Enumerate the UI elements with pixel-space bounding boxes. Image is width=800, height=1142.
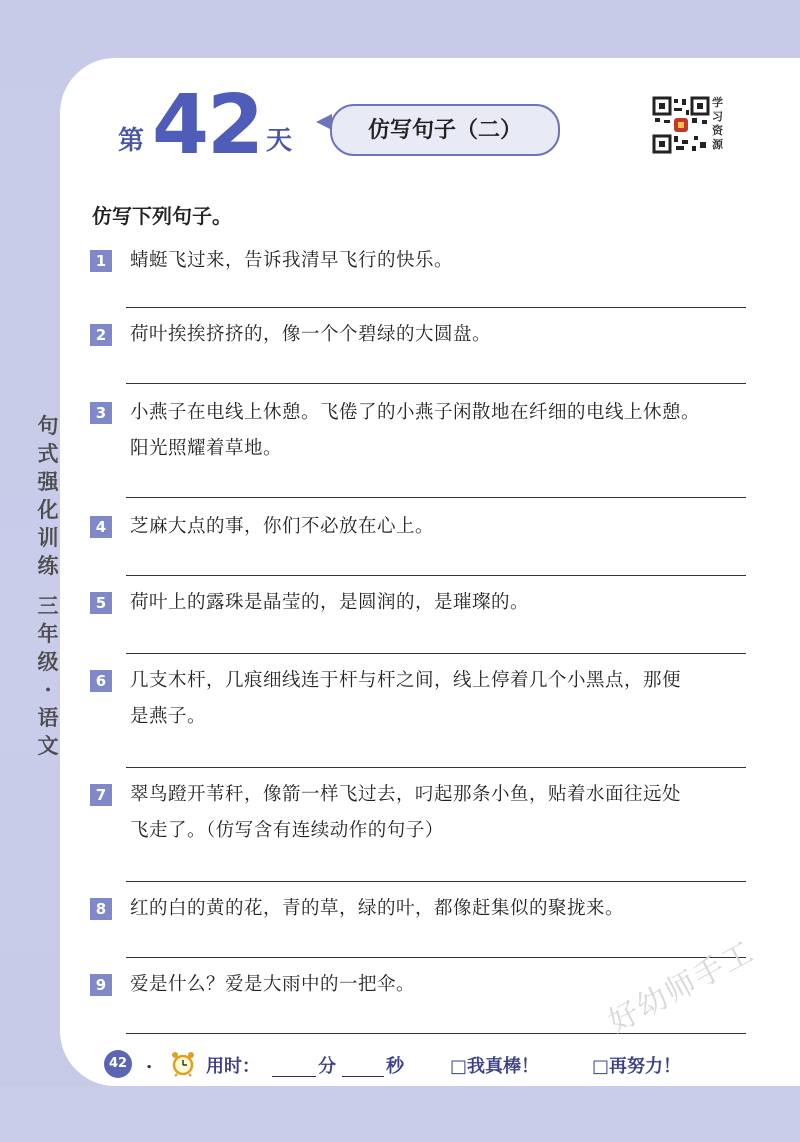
question-number-9: 9 [90, 974, 112, 996]
watermark: 好幼师手工 [602, 934, 761, 1041]
answer-line-8[interactable] [126, 957, 746, 958]
question-number-2: 2 [90, 324, 112, 346]
time-label: 用时： [206, 1056, 260, 1077]
question-number-8: 8 [90, 898, 112, 920]
day-prefix: 第 [118, 126, 145, 156]
question-text-2: 荷叶挨挨挤挤的，像一个个碧绿的大圆盘。 [130, 324, 492, 345]
answer-line-6[interactable] [126, 767, 746, 768]
question-number-1: 1 [90, 250, 112, 272]
try-more-checkbox[interactable]: □再努力！ [592, 1056, 682, 1077]
day-suffix: 天 [266, 126, 293, 156]
question-text-6: 几支木杆，几痕细线连于杆与杆之间，线上停着几个小黑点，那便 是燕子。 [130, 670, 682, 727]
question-number-3: 3 [90, 402, 112, 424]
minute-label: 分 [318, 1056, 336, 1077]
answer-line-1[interactable] [126, 307, 746, 308]
second-blank[interactable] [342, 1076, 384, 1077]
alarm-clock-icon [170, 1049, 196, 1077]
question-text-3: 小燕子在电线上休憩。飞倦了的小燕子闲散地在纤细的电线上休憩。 阳光照耀着草地。 [130, 402, 701, 459]
qr-code-icon[interactable] [652, 96, 710, 154]
minute-blank[interactable] [272, 1076, 316, 1077]
side-label-grade: 三 年 级 · 语 文 [37, 593, 59, 758]
question-text-7: 翠鸟蹬开苇秆，像箭一样飞过去，叼起那条小鱼，贴着水面往远处 飞走了。（仿写含有连续动作的句子） [130, 784, 682, 841]
question-number-4: 4 [90, 516, 112, 538]
qr-label: 学习资源 [712, 96, 723, 151]
question-text-9: 爱是什么？爱是大雨中的一把伞。 [130, 974, 416, 995]
bottom-strip [0, 1086, 800, 1142]
side-label-topic: 句 式 强 化 训 练 [37, 413, 59, 578]
instruction: 仿写下列句子。 [92, 204, 232, 228]
question-text-4: 芝麻大点的事，你们不必放在心上。 [130, 516, 435, 537]
answer-line-9[interactable] [126, 1033, 746, 1034]
question-text-5: 荷叶上的露珠是晶莹的，是圆润的，是璀璨的。 [130, 592, 530, 613]
answer-line-4[interactable] [126, 575, 746, 576]
second-label: 秒 [386, 1056, 404, 1077]
great-checkbox[interactable]: □我真棒！ [450, 1056, 540, 1077]
answer-line-2[interactable] [126, 383, 746, 384]
page-number: 42 [104, 1050, 132, 1078]
answer-line-3[interactable] [126, 497, 746, 498]
footer-dot: . [146, 1052, 153, 1073]
lesson-title: 仿写句子（二） [330, 104, 560, 156]
question-number-6: 6 [90, 670, 112, 692]
question-text-1: 蜻蜓飞过来，告诉我清早飞行的快乐。 [130, 250, 454, 271]
question-number-5: 5 [90, 592, 112, 614]
question-number-7: 7 [90, 784, 112, 806]
day-number: 42 [152, 78, 263, 173]
question-text-8: 红的白的黄的花，青的草，绿的叶，都像赶集似的聚拢来。 [130, 898, 625, 919]
answer-line-5[interactable] [126, 653, 746, 654]
answer-line-7[interactable] [126, 881, 746, 882]
